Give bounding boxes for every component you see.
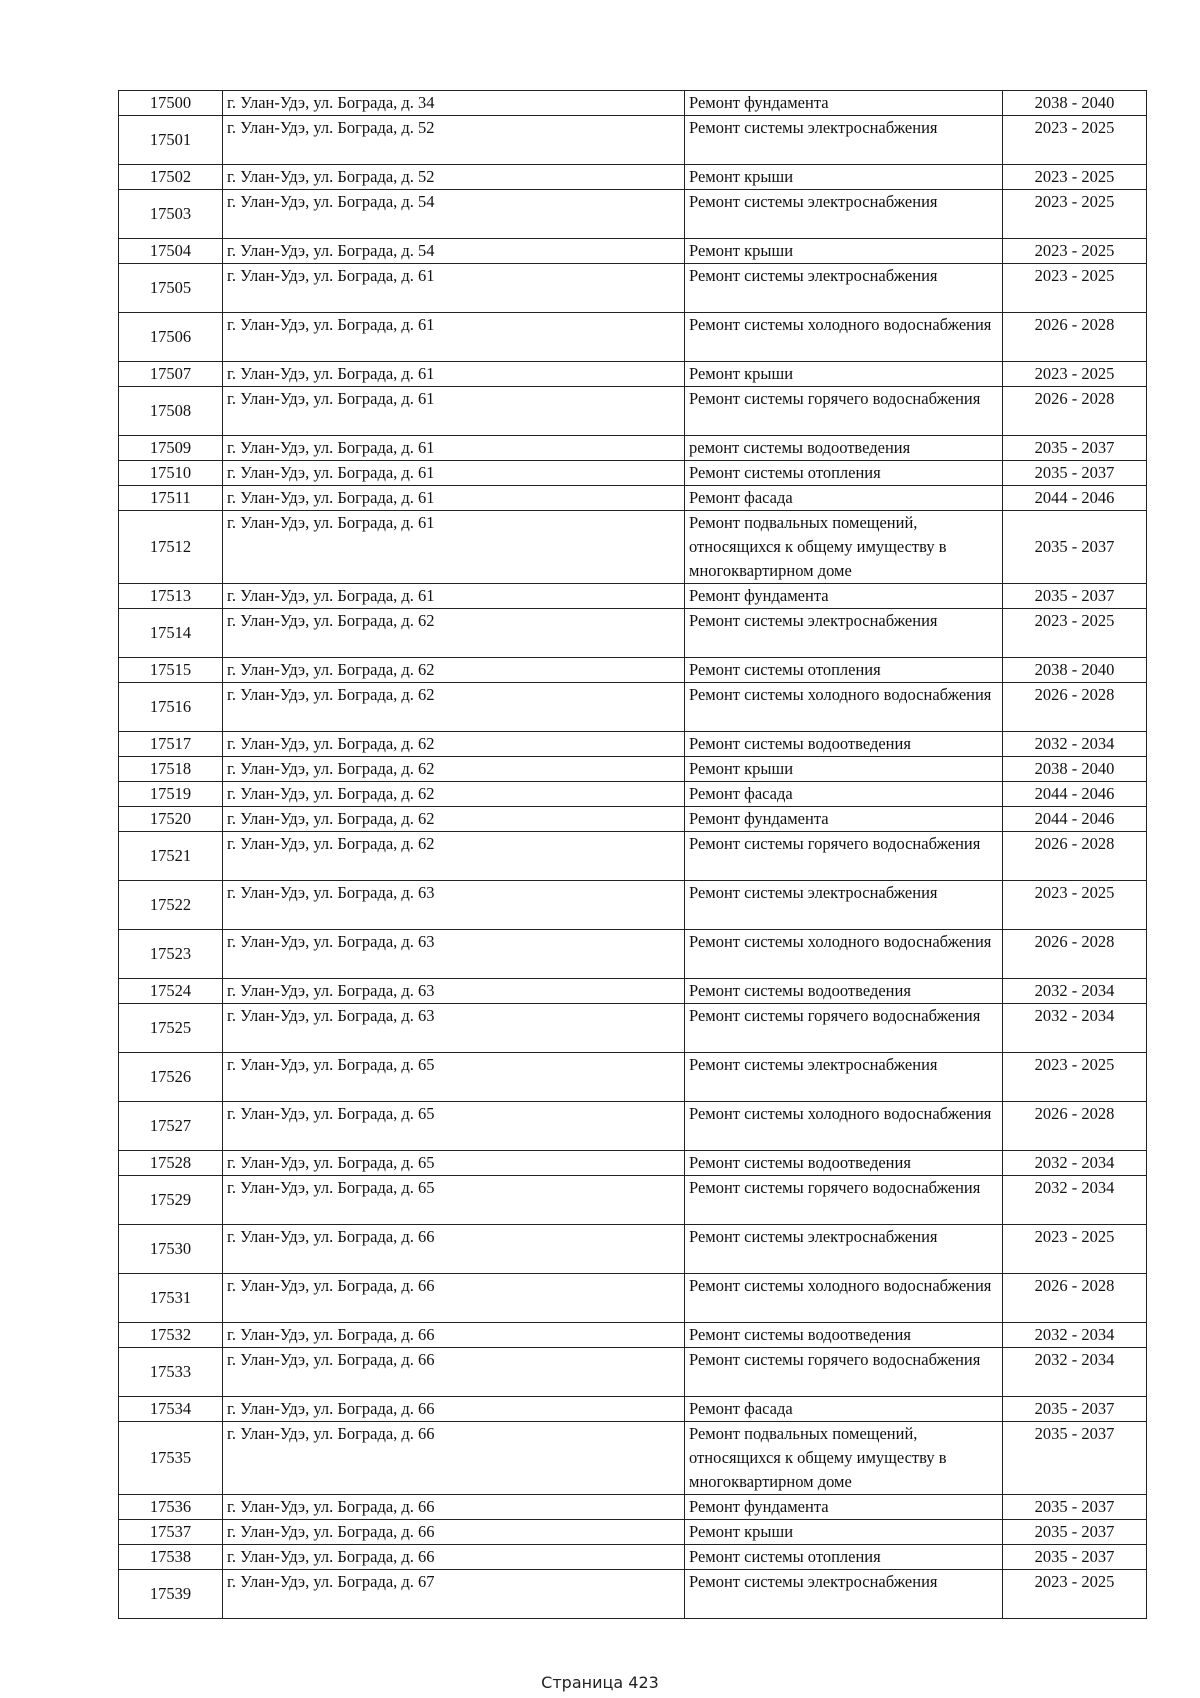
table-row: [119, 979, 1147, 1004]
address-cell: г. Улан-Удэ, ул. Бограда, д. 54: [223, 190, 685, 239]
period-cell: 2023 - 2025: [1003, 116, 1147, 165]
row-number: 17505: [119, 264, 223, 313]
row-number: 17519: [119, 782, 223, 807]
page-number: Страница 423: [541, 1673, 659, 1692]
work-type-cell: Ремонт системы горячего водоснабжения: [685, 1176, 1003, 1225]
work-type-cell: Ремонт системы горячего водоснабжения: [685, 832, 1003, 881]
period-cell: 2026 - 2028: [1003, 832, 1147, 881]
row-number: 17501: [119, 116, 223, 165]
work-type-cell: Ремонт системы отопления: [685, 1545, 1003, 1570]
row-number: 17514: [119, 609, 223, 658]
table-row: [119, 1348, 1147, 1397]
period-cell: 2035 - 2037: [1003, 584, 1147, 609]
work-type-cell: Ремонт крыши: [685, 1520, 1003, 1545]
work-type-cell: Ремонт подвальных помещений, относящихся к общему имуществу в многоквартирном доме: [685, 511, 1003, 584]
address-cell: г. Улан-Удэ, ул. Бограда, д. 61: [223, 362, 685, 387]
period-cell: 2023 - 2025: [1003, 190, 1147, 239]
table-row: [119, 732, 1147, 757]
row-number: 17528: [119, 1151, 223, 1176]
row-number: 17518: [119, 757, 223, 782]
table-row: [119, 190, 1147, 239]
work-type-cell: Ремонт системы электроснабжения: [685, 190, 1003, 239]
row-number: 17512: [119, 511, 223, 584]
work-type-cell: Ремонт крыши: [685, 757, 1003, 782]
work-type-cell: Ремонт фасада: [685, 1397, 1003, 1422]
address-cell: г. Улан-Удэ, ул. Бограда, д. 65: [223, 1176, 685, 1225]
row-number: 17534: [119, 1397, 223, 1422]
repair-schedule-table: [118, 90, 1147, 1619]
table-row: [119, 239, 1147, 264]
address-cell: г. Улан-Удэ, ул. Бограда, д. 61: [223, 461, 685, 486]
table-row: [119, 1053, 1147, 1102]
period-cell: 2023 - 2025: [1003, 362, 1147, 387]
address-cell: г. Улан-Удэ, ул. Бограда, д. 52: [223, 116, 685, 165]
period-cell: 2038 - 2040: [1003, 757, 1147, 782]
period-cell: 2032 - 2034: [1003, 979, 1147, 1004]
period-cell: 2026 - 2028: [1003, 1102, 1147, 1151]
address-cell: г. Улан-Удэ, ул. Бограда, д. 61: [223, 584, 685, 609]
table-row: [119, 1495, 1147, 1520]
address-cell: г. Улан-Удэ, ул. Бограда, д. 52: [223, 165, 685, 190]
period-cell: 2023 - 2025: [1003, 1570, 1147, 1619]
address-cell: г. Улан-Удэ, ул. Бограда, д. 34: [223, 91, 685, 116]
row-number: 17535: [119, 1422, 223, 1495]
address-cell: г. Улан-Удэ, ул. Бограда, д. 62: [223, 782, 685, 807]
address-cell: г. Улан-Удэ, ул. Бограда, д. 61: [223, 313, 685, 362]
table-row: [119, 91, 1147, 116]
table-row: [119, 1520, 1147, 1545]
address-cell: г. Улан-Удэ, ул. Бограда, д. 63: [223, 881, 685, 930]
table-row: [119, 387, 1147, 436]
table-body: [119, 91, 1147, 1619]
table-row: [119, 511, 1147, 584]
work-type-cell: Ремонт крыши: [685, 165, 1003, 190]
row-number: 17510: [119, 461, 223, 486]
work-type-cell: Ремонт системы водоотведения: [685, 732, 1003, 757]
work-type-cell: Ремонт системы холодного водоснабжения: [685, 313, 1003, 362]
period-cell: 2035 - 2037: [1003, 461, 1147, 486]
table-row: [119, 436, 1147, 461]
work-type-cell: Ремонт крыши: [685, 239, 1003, 264]
period-cell: 2035 - 2037: [1003, 1545, 1147, 1570]
table-row: [119, 683, 1147, 732]
address-cell: г. Улан-Удэ, ул. Бограда, д. 61: [223, 486, 685, 511]
address-cell: г. Улан-Удэ, ул. Бограда, д. 65: [223, 1102, 685, 1151]
work-type-cell: Ремонт фасада: [685, 486, 1003, 511]
row-number: 17527: [119, 1102, 223, 1151]
work-type-cell: Ремонт системы горячего водоснабжения: [685, 387, 1003, 436]
address-cell: г. Улан-Удэ, ул. Бограда, д. 61: [223, 436, 685, 461]
row-number: 17500: [119, 91, 223, 116]
work-type-cell: Ремонт системы электроснабжения: [685, 1570, 1003, 1619]
work-type-cell: Ремонт подвальных помещений, относящихся к общему имуществу в многоквартирном доме: [685, 1422, 1003, 1495]
row-number: 17537: [119, 1520, 223, 1545]
address-cell: г. Улан-Удэ, ул. Бограда, д. 65: [223, 1053, 685, 1102]
address-cell: г. Улан-Удэ, ул. Бограда, д. 62: [223, 757, 685, 782]
row-number: 17507: [119, 362, 223, 387]
period-cell: 2044 - 2046: [1003, 807, 1147, 832]
row-number: 17521: [119, 832, 223, 881]
table-row: [119, 1176, 1147, 1225]
work-type-cell: Ремонт системы электроснабжения: [685, 609, 1003, 658]
work-type-cell: Ремонт системы электроснабжения: [685, 264, 1003, 313]
row-number: 17503: [119, 190, 223, 239]
period-cell: 2023 - 2025: [1003, 1053, 1147, 1102]
work-type-cell: ремонт системы водоотведения: [685, 436, 1003, 461]
row-number: 17532: [119, 1323, 223, 1348]
row-number: 17513: [119, 584, 223, 609]
address-cell: г. Улан-Удэ, ул. Бограда, д. 61: [223, 264, 685, 313]
period-cell: 2026 - 2028: [1003, 683, 1147, 732]
work-type-cell: Ремонт системы водоотведения: [685, 979, 1003, 1004]
address-cell: г. Улан-Удэ, ул. Бограда, д. 65: [223, 1151, 685, 1176]
work-type-cell: Ремонт системы холодного водоснабжения: [685, 1274, 1003, 1323]
period-cell: 2035 - 2037: [1003, 1422, 1147, 1495]
period-cell: 2035 - 2037: [1003, 1495, 1147, 1520]
table-row: [119, 1545, 1147, 1570]
table-row: [119, 832, 1147, 881]
period-cell: 2023 - 2025: [1003, 264, 1147, 313]
period-cell: 2032 - 2034: [1003, 1004, 1147, 1053]
work-type-cell: Ремонт крыши: [685, 362, 1003, 387]
address-cell: г. Улан-Удэ, ул. Бограда, д. 67: [223, 1570, 685, 1619]
row-number: 17509: [119, 436, 223, 461]
table-row: [119, 1570, 1147, 1619]
table-row: [119, 1151, 1147, 1176]
period-cell: 2023 - 2025: [1003, 165, 1147, 190]
row-number: 17529: [119, 1176, 223, 1225]
period-cell: 2026 - 2028: [1003, 313, 1147, 362]
period-cell: 2023 - 2025: [1003, 1225, 1147, 1274]
address-cell: г. Улан-Удэ, ул. Бограда, д. 66: [223, 1422, 685, 1495]
address-cell: г. Улан-Удэ, ул. Бограда, д. 61: [223, 387, 685, 436]
row-number: 17538: [119, 1545, 223, 1570]
period-cell: 2032 - 2034: [1003, 732, 1147, 757]
address-cell: г. Улан-Удэ, ул. Бограда, д. 62: [223, 832, 685, 881]
table-row: [119, 1274, 1147, 1323]
table-row: [119, 486, 1147, 511]
period-cell: 2023 - 2025: [1003, 609, 1147, 658]
table-row: [119, 782, 1147, 807]
period-cell: 2038 - 2040: [1003, 91, 1147, 116]
row-number: 17520: [119, 807, 223, 832]
table-row: [119, 362, 1147, 387]
address-cell: г. Улан-Удэ, ул. Бограда, д. 66: [223, 1495, 685, 1520]
row-number: 17530: [119, 1225, 223, 1274]
work-type-cell: Ремонт системы водоотведения: [685, 1151, 1003, 1176]
table-row: [119, 930, 1147, 979]
work-type-cell: Ремонт фундамента: [685, 807, 1003, 832]
address-cell: г. Улан-Удэ, ул. Бограда, д. 66: [223, 1397, 685, 1422]
period-cell: 2032 - 2034: [1003, 1176, 1147, 1225]
address-cell: г. Улан-Удэ, ул. Бограда, д. 62: [223, 732, 685, 757]
period-cell: 2035 - 2037: [1003, 1520, 1147, 1545]
row-number: 17524: [119, 979, 223, 1004]
address-cell: г. Улан-Удэ, ул. Бограда, д. 66: [223, 1274, 685, 1323]
table-row: [119, 807, 1147, 832]
period-cell: 2035 - 2037: [1003, 1397, 1147, 1422]
period-cell: 2026 - 2028: [1003, 1274, 1147, 1323]
table-row: [119, 658, 1147, 683]
period-cell: 2023 - 2025: [1003, 881, 1147, 930]
work-type-cell: Ремонт системы холодного водоснабжения: [685, 683, 1003, 732]
period-cell: 2038 - 2040: [1003, 658, 1147, 683]
row-number: 17511: [119, 486, 223, 511]
period-cell: 2035 - 2037: [1003, 436, 1147, 461]
table-row: [119, 584, 1147, 609]
table-row: [119, 1004, 1147, 1053]
address-cell: г. Улан-Удэ, ул. Бограда, д. 66: [223, 1225, 685, 1274]
period-cell: 2044 - 2046: [1003, 782, 1147, 807]
table-row: [119, 1102, 1147, 1151]
address-cell: г. Улан-Удэ, ул. Бограда, д. 62: [223, 609, 685, 658]
table-row: [119, 609, 1147, 658]
address-cell: г. Улан-Удэ, ул. Бограда, д. 66: [223, 1348, 685, 1397]
row-number: 17515: [119, 658, 223, 683]
row-number: 17506: [119, 313, 223, 362]
work-type-cell: Ремонт системы отопления: [685, 461, 1003, 486]
row-number: 17502: [119, 165, 223, 190]
period-cell: 2026 - 2028: [1003, 387, 1147, 436]
table-row: [119, 881, 1147, 930]
row-number: 17525: [119, 1004, 223, 1053]
table-row: [119, 1225, 1147, 1274]
table-row: [119, 757, 1147, 782]
table-row: [119, 313, 1147, 362]
work-type-cell: Ремонт системы электроснабжения: [685, 116, 1003, 165]
table-row: [119, 1397, 1147, 1422]
address-cell: г. Улан-Удэ, ул. Бограда, д. 62: [223, 807, 685, 832]
work-type-cell: Ремонт фасада: [685, 782, 1003, 807]
table-row: [119, 264, 1147, 313]
row-number: 17517: [119, 732, 223, 757]
address-cell: г. Улан-Удэ, ул. Бограда, д. 62: [223, 658, 685, 683]
address-cell: г. Улан-Удэ, ул. Бограда, д. 66: [223, 1545, 685, 1570]
work-type-cell: Ремонт системы горячего водоснабжения: [685, 1348, 1003, 1397]
period-cell: 2032 - 2034: [1003, 1323, 1147, 1348]
period-cell: 2023 - 2025: [1003, 239, 1147, 264]
row-number: 17523: [119, 930, 223, 979]
row-number: 17522: [119, 881, 223, 930]
address-cell: г. Улан-Удэ, ул. Бограда, д. 61: [223, 511, 685, 584]
work-type-cell: Ремонт системы холодного водоснабжения: [685, 930, 1003, 979]
row-number: 17516: [119, 683, 223, 732]
table-row: [119, 1422, 1147, 1495]
work-type-cell: Ремонт системы электроснабжения: [685, 881, 1003, 930]
table-row: [119, 1323, 1147, 1348]
work-type-cell: Ремонт системы холодного водоснабжения: [685, 1102, 1003, 1151]
table-row: [119, 461, 1147, 486]
row-number: 17504: [119, 239, 223, 264]
address-cell: г. Улан-Удэ, ул. Бограда, д. 63: [223, 1004, 685, 1053]
work-type-cell: Ремонт системы электроснабжения: [685, 1225, 1003, 1274]
period-cell: 2032 - 2034: [1003, 1151, 1147, 1176]
address-cell: г. Улан-Удэ, ул. Бограда, д. 66: [223, 1520, 685, 1545]
work-type-cell: Ремонт системы электроснабжения: [685, 1053, 1003, 1102]
address-cell: г. Улан-Удэ, ул. Бограда, д. 54: [223, 239, 685, 264]
row-number: 17508: [119, 387, 223, 436]
address-cell: г. Улан-Удэ, ул. Бограда, д. 62: [223, 683, 685, 732]
row-number: 17533: [119, 1348, 223, 1397]
address-cell: г. Улан-Удэ, ул. Бограда, д. 66: [223, 1323, 685, 1348]
work-type-cell: Ремонт фундамента: [685, 584, 1003, 609]
period-cell: 2026 - 2028: [1003, 930, 1147, 979]
work-type-cell: Ремонт фундамента: [685, 1495, 1003, 1520]
table-row: [119, 165, 1147, 190]
period-cell: 2035 - 2037: [1003, 511, 1147, 584]
work-type-cell: Ремонт системы отопления: [685, 658, 1003, 683]
row-number: 17539: [119, 1570, 223, 1619]
address-cell: г. Улан-Удэ, ул. Бограда, д. 63: [223, 930, 685, 979]
work-type-cell: Ремонт системы водоотведения: [685, 1323, 1003, 1348]
period-cell: 2032 - 2034: [1003, 1348, 1147, 1397]
work-type-cell: Ремонт системы горячего водоснабжения: [685, 1004, 1003, 1053]
row-number: 17526: [119, 1053, 223, 1102]
row-number: 17531: [119, 1274, 223, 1323]
period-cell: 2044 - 2046: [1003, 486, 1147, 511]
work-type-cell: Ремонт фундамента: [685, 91, 1003, 116]
address-cell: г. Улан-Удэ, ул. Бограда, д. 63: [223, 979, 685, 1004]
table-row: [119, 116, 1147, 165]
row-number: 17536: [119, 1495, 223, 1520]
